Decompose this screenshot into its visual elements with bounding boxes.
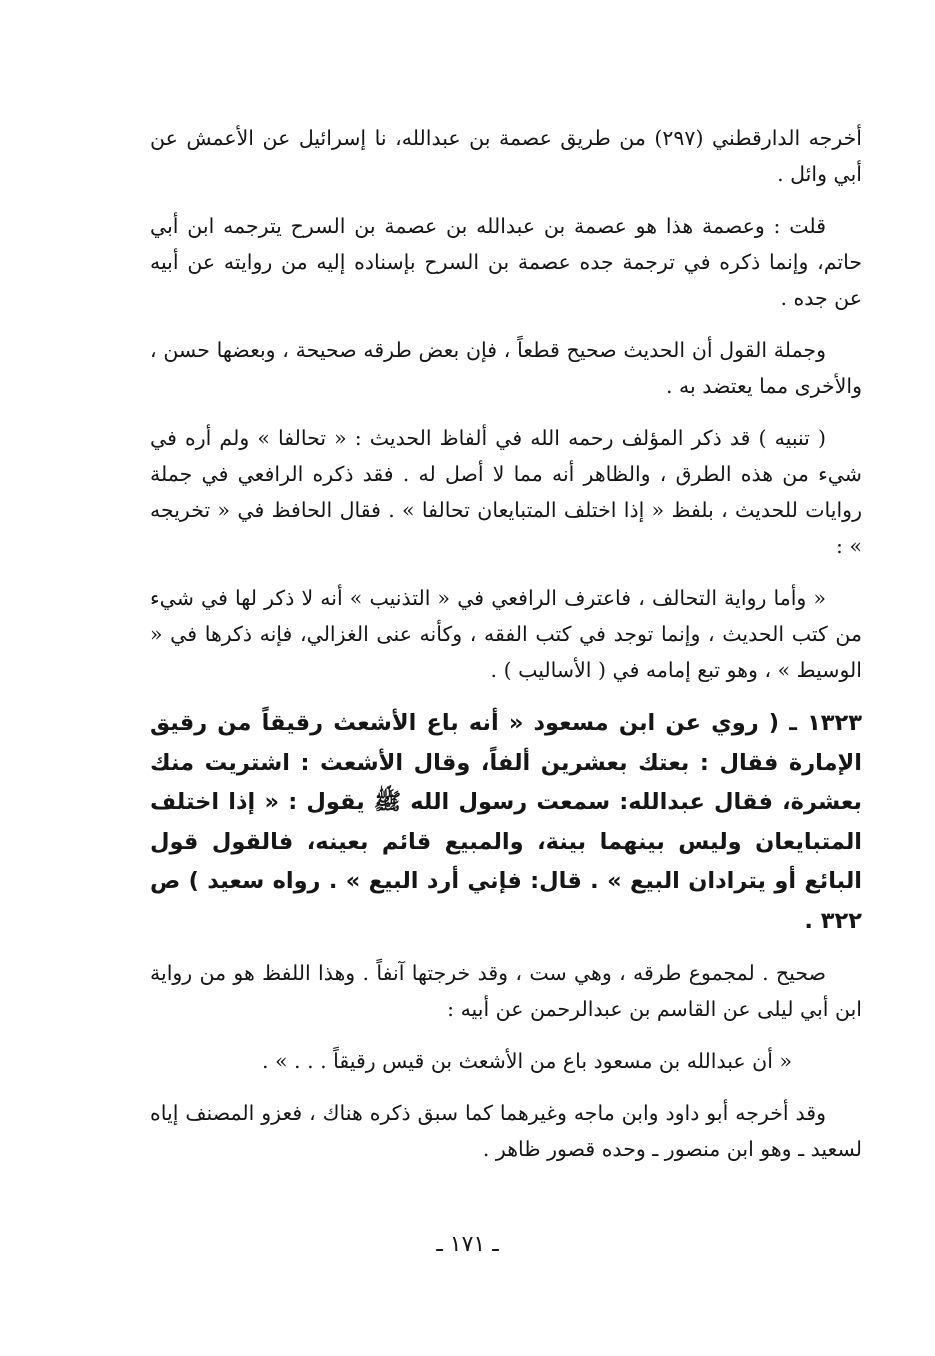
page-number: ـ ١٧١ ـ [436,1232,499,1257]
paragraph-quoted-narration: « أن عبدالله بن مسعود باع من الأشعث بن قيس رقيقاً . . . » . [261,1049,792,1073]
paragraph-grading: صحيح . لمجموع طرقه ، وهي ست ، وقد خرجتها آنفاً . وهذا اللفظ هو من رواية ابن أبي ليلى عن القاسم بن عبدالرحمن عن أبيه : [150,961,862,1021]
paragraph-note-isma: قلت : وعصمة هذا هو عصمة بن عبدالله بن عصمة بن السرح يترجمه ابن أبي حاتم، وإنما ذكره في ترجمة جده عصمة بن السرح بإسناده إليه من روايته عن أبيه عن جده . [150,214,862,310]
paragraph-tanbih: ( تنبيه ) قد ذكر المؤلف رحمه الله في ألفاظ الحديث : « تحالفا » ولم أره في شيء من هذه الطرق ، والظاهر أنه مما لا أصل له . فقد ذكره الرافعي في جملة روايات للحديث ، بلفظ « إذا اختلف المتبايعان تحالفا » . فقال الحافظ في « تخريجه » : [150,426,862,558]
page-body [150,120,862,1183]
hadith-1323: ١٣٢٣ ـ ( روي عن ابن مسعود « أنه باع الأشعث رقيقاً من رقيق الإمارة فقال : بعتك بعشرين ألفاً، وقال الأشعث : اشتريت منك بعشرة، فقال عبدالله: سمعت رسول الله ﷺ يقول : « إذا اختلف المتبايعان وليس بينهما بينة، والمبيع قائم بعينه، فالقول قول البائع أو يترادان البيع » . قال: فإني أرد البيع » . رواه سعيد ) ص ٣٢٢ . [150,710,862,934]
paragraph-takhrij: أخرجه الدارقطني (٢٩٧) من طريق عصمة بن عبدالله، نا إسرائيل عن الأعمش عن أبي وائل . [150,126,862,186]
paragraph-conclusion: وقد أخرجه أبو داود وابن ماجه وغيرهما كما سبق ذكره هناك ، فعزو المصنف إياه لسعيد ـ وهو ابن منصور ـ وحده قصور ظاهر . [150,1101,862,1161]
paragraph-summary: وجملة القول أن الحديث صحيح قطعاً ، فإن بعض طرقه صحيحة ، وبعضها حسن ، والأخرى مما يعتضد به . [150,338,862,398]
paragraph-hafiz-quote: « وأما رواية التحالف ، فاعترف الرافعي في « التذنيب » أنه لا ذكر لها في شيء من كتب الحديث ، وإنما توجد في كتب الفقه ، وكأنه عنى الغزالي، فإنه ذكرها في « الوسيط » ، وهو تبع إمامه في ( الأساليب ) . [150,586,862,682]
